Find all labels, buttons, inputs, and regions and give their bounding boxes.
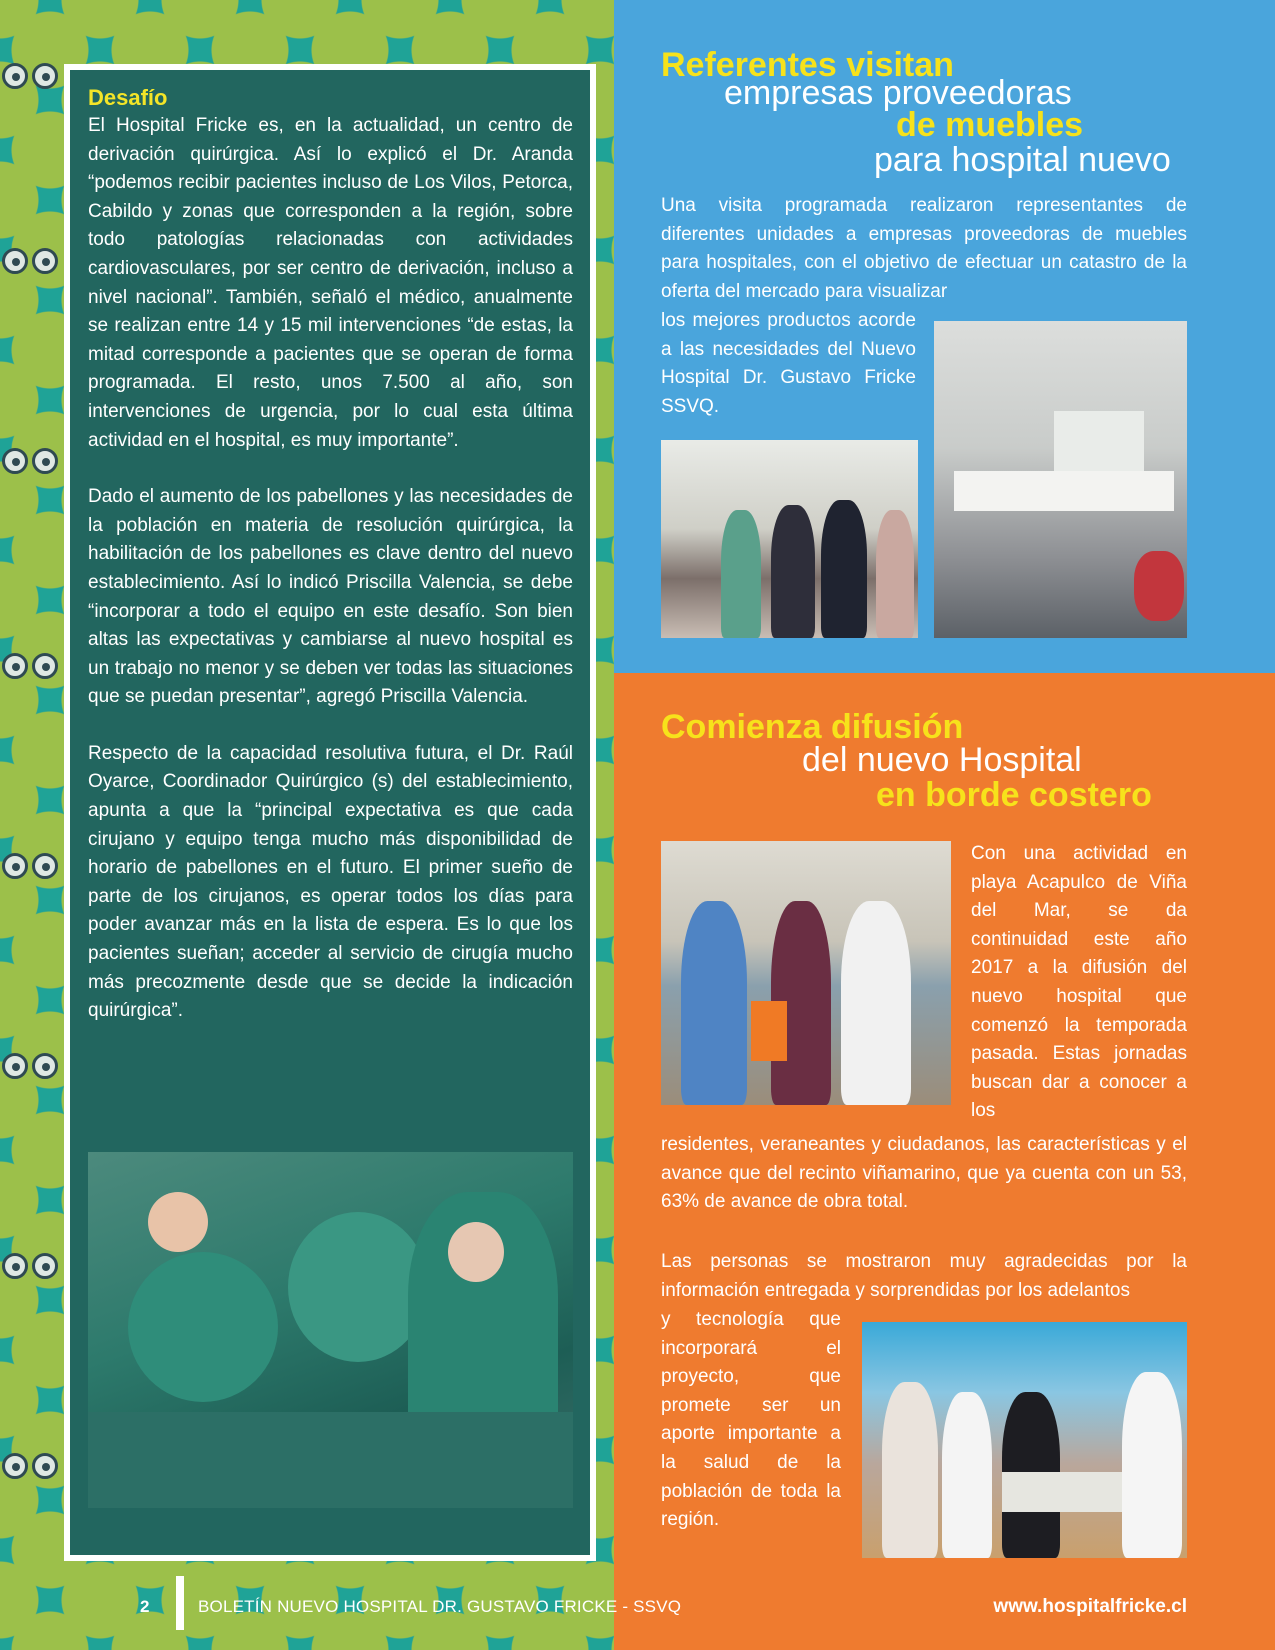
surgery-team-photo <box>88 1152 573 1508</box>
desafio-heading: Desafío <box>88 85 168 110</box>
furniture-title-line-2: empresas proveedoras <box>724 74 1072 112</box>
office-furniture-photo <box>934 321 1187 638</box>
cartoon-eyes-icon <box>0 645 64 695</box>
beach-title-line-2: del nuevo Hospital <box>802 741 1082 779</box>
desafio-paragraph-2: Dado el aumento de los pabellones y las necesidades de la población en materia de resolución quirúrgica, la habilitación de los pabellones es clave dentro del nuevo establecimiento. Así lo indicó Priscilla Valencia, se debe “incorporar a todo el equipo en este desafío. Son bien altas las expectativas y cambiarse al nuevo hospital es un trabajo no menor y se deben ver todas las situaciones que se puedan presentar”, agregó Priscilla Valencia. <box>88 486 573 708</box>
publication-name: BOLETÍN NUEVO HOSPITAL DR. GUSTAVO FRICKE - SSVQ <box>198 1597 682 1616</box>
page-number: 2 <box>140 1597 150 1616</box>
desafio-article <box>88 84 573 1054</box>
cartoon-eyes-icon <box>0 1445 64 1495</box>
cartoon-eyes-icon <box>0 440 64 490</box>
desafio-paragraph-1: El Hospital Fricke es, en la actualidad, un centro de derivación quirúrgica. Así lo explicó el Dr. Aranda “podemos recibir pacientes incluso de Los Vilos, Petorca, Cabildo y zonas que corresponden a la región, sobre todo patologías relacionadas con actividades cardiovasculares, por ser centro de derivación, incluso a nivel nacional”. También, señaló el médico, anualmente se realizan entre 14 y 15 mil intervenciones “de estas, la mitad corresponde a pacientes que se operan de forma programada. El resto, unos 7.500 al año, son intervenciones de urgencia, por lo cual esta última actividad en el hospital, es muy importante”. <box>88 115 573 451</box>
desafio-paragraph-3: Respecto de la capacidad resolutiva futura, el Dr. Raúl Oyarce, Coordinador Quirúrgico (s) del establecimiento, apunta a que la “principal expectativa es que cada cirujano y equipo tenga mucho más disponibilidad de horario de pabellones en el futuro. El primer sueño de parte de los cirujanos, es operar todos los días para poder avanzar más en la lista de espera. Es lo que los pacientes sueñan; acceder al servicio de cirugía mucho más precozmente desde que se decide la indicación quirúrgica”. <box>88 742 573 1022</box>
cartoon-eyes-icon <box>0 55 64 105</box>
info-stand-photo <box>862 1322 1187 1558</box>
furniture-title-line-4: para hospital nuevo <box>874 141 1171 179</box>
furniture-body-wrap: los mejores productos acorde a las necesidades del Nuevo Hospital Dr. Gustavo Fricke SSVQ. <box>661 310 916 417</box>
beach-body2-wrap: y tecnología que incorporará el proyecto, que promete ser un aporte importante a la salud de la población de toda la región. <box>661 1309 841 1531</box>
beach-title-line-1: Comienza difusión <box>661 708 964 746</box>
cartoon-eyes-icon <box>0 240 64 290</box>
beach-body-full: residentes, veraneantes y ciudadanos, las características y el avance que del recinto viñamarino, que ya cuenta con un 53, 63% de avance de obra total. <box>661 1134 1187 1213</box>
visit-group-photo <box>661 440 918 638</box>
cartoon-eyes-icon <box>0 1045 64 1095</box>
beach-body-wrap: Con una actividad en playa Acapulco de Viña del Mar, se da continuidad este año 2017 a la difusión del nuevo hospital que comenzó la temporada pasada. Estas jornadas buscan dar a conocer a los <box>971 843 1187 1122</box>
furniture-title-line-3: de muebles <box>896 106 1084 144</box>
cartoon-eyes-icon <box>0 1245 64 1295</box>
cartoon-eyes-icon <box>0 845 64 895</box>
website-link[interactable]: www.hospitalfricke.cl <box>993 1596 1187 1617</box>
beach-title-line-3: en borde costero <box>876 776 1152 814</box>
beach-body2-full: Las personas se mostraron muy agradecidas por la información entregada y sorprendidas por los adelantos <box>661 1251 1187 1301</box>
footer-divider <box>176 1576 184 1630</box>
beach-women-photo <box>661 841 951 1105</box>
furniture-body-full: Una visita programada realizaron representantes de diferentes unidades a empresas proveedoras de muebles para hospitales, con el objetivo de efectuar un catastro de la oferta del mercado para visualizar <box>661 195 1187 302</box>
furniture-title-line-1: Referentes visitan <box>661 46 954 84</box>
